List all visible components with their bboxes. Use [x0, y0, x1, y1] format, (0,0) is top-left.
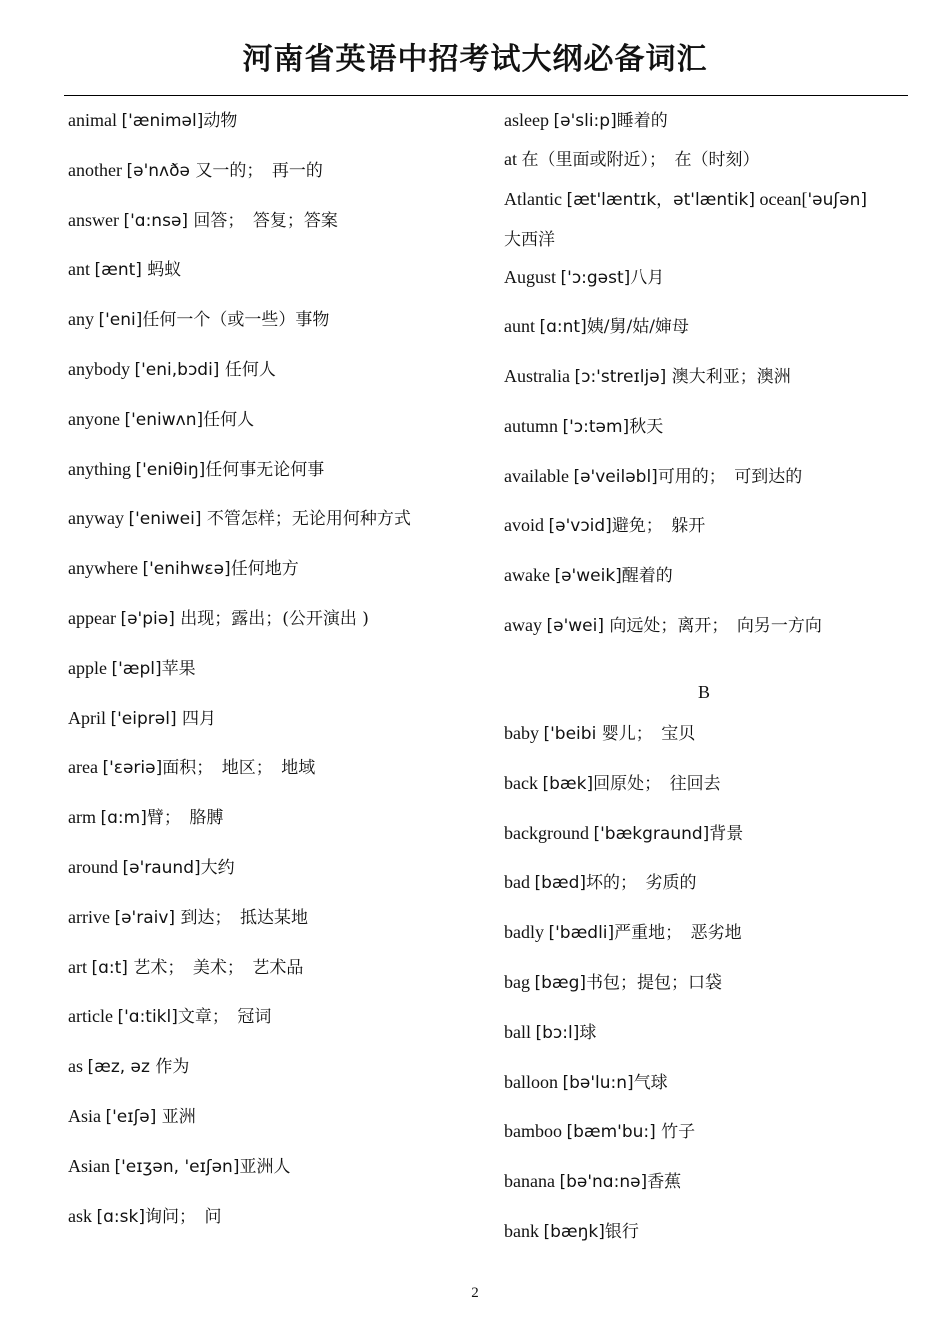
entry-phonetic: [ɑ:sk]	[96, 1206, 145, 1227]
entry-word: art	[68, 956, 87, 977]
entry-meaning: 竹子	[655, 1122, 696, 1143]
entry-meaning: 回原处； 往回去	[593, 773, 721, 794]
entry-word: article	[68, 1006, 113, 1027]
entry-meaning: 球	[579, 1022, 597, 1043]
entry-word: ball	[504, 1021, 531, 1042]
entry-word: available	[504, 466, 569, 486]
entry-phonetic: ['eniθiŋ]	[135, 459, 206, 480]
entry-phonetic: ['eniwei]	[128, 509, 202, 530]
entry-meaning: 蚂蚁	[141, 260, 182, 281]
entry-word: awake	[504, 565, 550, 585]
entry-meaning: 苹果	[161, 658, 196, 679]
entry-phonetic: [bә'nɑ:nә]	[559, 1172, 648, 1193]
vocab-entry	[504, 147, 760, 172]
entry-word: another	[68, 159, 122, 180]
entry-meaning: 秋天	[629, 417, 664, 437]
entry-word: August	[504, 267, 557, 287]
entry-phonetic: [ɑ:nt]	[539, 317, 587, 337]
entry-word: animal	[68, 110, 117, 130]
vocab-entry	[68, 606, 369, 631]
entry-word: aunt	[504, 316, 535, 336]
vocab-entry	[68, 208, 338, 233]
vocab-entry	[504, 1020, 596, 1045]
vocab-entry	[504, 1070, 668, 1095]
entry-word: area	[68, 757, 98, 778]
vocab-entry	[68, 307, 329, 332]
section-heading-b: B	[697, 682, 710, 702]
entry-meaning: 臂； 胳膊	[146, 808, 224, 829]
entry-word: bad	[504, 872, 530, 893]
entry-phonetic-extra: 'әuʃәn]	[807, 190, 867, 210]
entry-phonetic: [ɑ:t]	[91, 957, 128, 978]
vocab-entry	[68, 855, 235, 880]
entry-meaning: 任何事无论何事	[205, 459, 325, 480]
vocab-entry	[504, 265, 664, 290]
entry-meaning: 香蕉	[647, 1172, 682, 1193]
entry-meaning: 任何人	[203, 409, 255, 430]
vocab-entry	[68, 158, 323, 183]
entry-meaning: 任何人	[219, 360, 276, 380]
entry-meaning: 亚洲人	[239, 1156, 291, 1177]
vocab-entry	[504, 613, 822, 638]
entry-phonetic: ['ɑ:nsә]	[123, 210, 189, 231]
page-title: 河南省英语中招考试大纲必备词汇	[242, 42, 708, 77]
entry-phonetic: [ɔ:'streɪljә]	[574, 367, 667, 387]
entry-phonetic: [ænt]	[94, 260, 142, 281]
entry-word: bamboo	[504, 1121, 562, 1142]
entry-meaning: 银行	[604, 1222, 639, 1242]
entry-word: appear	[68, 608, 116, 628]
entry-meaning: 四月	[176, 708, 216, 729]
vocab-entry	[68, 706, 216, 731]
entry-meaning: 向远处；离开； 向另一方向	[603, 616, 822, 636]
entry-meaning: 亚洲	[156, 1107, 196, 1127]
entry-phonetic: [bæk]	[542, 773, 594, 794]
vocab-entry	[68, 1004, 271, 1029]
vocab-entry	[504, 920, 742, 945]
vocab-entry	[504, 1119, 695, 1144]
entry-word: as	[68, 1056, 83, 1077]
entry-phonetic: [ә'piә]	[120, 609, 175, 629]
entry-meaning: 动物	[203, 111, 238, 131]
vocab-entry	[504, 1219, 639, 1244]
vocab-entry	[504, 563, 673, 588]
entry-meaning: 询问； 问	[145, 1206, 222, 1227]
entry-phonetic: ['bækgraund]	[593, 823, 710, 844]
entry-word: April	[68, 707, 106, 728]
entry-phonetic: ['eniwʌn]	[124, 409, 204, 430]
entry-phonetic: [ә'nʌðә	[126, 160, 190, 181]
vocab-entry	[504, 721, 695, 746]
entry-word: arm	[68, 807, 96, 828]
entry-phonetic: ['beibi	[543, 724, 597, 744]
entry-phonetic: ['ɑ:tikl]	[117, 1007, 178, 1028]
entry-phonetic: [ә'raiv]	[114, 907, 176, 928]
entry-phonetic: ['ɔ:tәm]	[562, 417, 630, 437]
vocab-entry	[504, 821, 743, 846]
entry-meaning: 文章； 冠词	[177, 1007, 272, 1028]
entry-word: away	[504, 615, 542, 635]
entry-word: any	[68, 309, 94, 330]
vocab-entry	[68, 955, 303, 980]
vocab-entry	[68, 556, 299, 581]
entry-meaning: 艺术； 美术； 艺术品	[127, 957, 304, 978]
entry-phonetic: [ɑ:m]	[100, 808, 147, 829]
vocab-entry	[504, 771, 721, 796]
entry-phonetic: [ә'raund]	[122, 858, 201, 878]
entry-phonetic: ['enihwεә]	[142, 559, 231, 580]
vocab-entry	[504, 513, 705, 538]
entry-word: answer	[68, 209, 119, 230]
title-divider	[64, 95, 908, 96]
entry-word: at	[504, 149, 517, 169]
entry-word: back	[504, 772, 538, 793]
vocab-entry	[68, 1054, 189, 1079]
entry-word: apple	[68, 657, 107, 678]
entry-word: badly	[504, 922, 544, 943]
vocab-entry	[68, 1204, 222, 1229]
vocab-entry	[68, 1154, 290, 1179]
entry-word: ant	[68, 259, 90, 280]
vocab-entry	[68, 905, 308, 930]
entry-phonetic: [æt'læntɪk，әt'læntik]	[566, 190, 756, 210]
vocab-entry	[504, 1169, 681, 1194]
entry-word: balloon	[504, 1071, 558, 1092]
entry-word: baby	[504, 723, 539, 743]
entry-phonetic: ['eɪʃә]	[105, 1107, 157, 1127]
entry-meaning: 避免； 躲开	[611, 516, 706, 536]
entry-meaning: 八月	[630, 268, 665, 288]
entry-word: around	[68, 857, 118, 877]
entry-word: background	[504, 822, 589, 843]
entry-meaning: 姨/舅/姑/婶母	[586, 317, 689, 337]
entry-meaning-extra: 大西洋	[504, 230, 555, 250]
entry-word: arrive	[68, 906, 110, 927]
entry-word-extra: ocean[	[755, 189, 808, 209]
vocab-entry	[68, 805, 223, 830]
vocab-entry	[504, 364, 791, 389]
entry-phonetic: ['eni,bɔdi]	[134, 360, 220, 380]
entry-phonetic: [ә'veilәbl]	[573, 467, 658, 487]
entry-phonetic: [bɔ:l]	[535, 1022, 580, 1043]
entry-phonetic: [ә'vɔid]	[548, 516, 612, 536]
entry-meaning: 面积； 地区； 地域	[162, 758, 316, 779]
entry-word: ask	[68, 1205, 92, 1226]
entry-meaning: 到达； 抵达某地	[175, 907, 308, 928]
entry-meaning: 不管怎样；无论用何种方式	[201, 509, 411, 530]
vocab-entry	[68, 506, 411, 531]
entry-meaning: 气球	[633, 1072, 668, 1093]
entry-meaning: 任何一个（或一些）事物	[142, 310, 330, 331]
entry-meaning: 婴儿； 宝贝	[596, 724, 696, 744]
entry-meaning: 在（里面或附近）； 在（时刻）	[521, 150, 760, 170]
entry-phonetic: ['æpl]	[111, 658, 162, 679]
entry-meaning: 出现；露出；(公开演出 )	[174, 609, 369, 629]
vocab-entry	[68, 457, 324, 482]
vocab-entry	[504, 414, 663, 439]
vocab-entry	[504, 464, 802, 489]
entry-meaning: 作为	[149, 1057, 190, 1078]
vocab-entry	[68, 257, 181, 282]
entry-meaning: 又一的； 再一的	[189, 160, 323, 181]
entry-phonetic: [ә'wei]	[546, 616, 604, 636]
entry-word: autumn	[504, 416, 558, 436]
entry-meaning: 澳大利亚；澳洲	[666, 367, 791, 387]
vocab-entry	[504, 870, 697, 895]
vocab-entry	[68, 108, 237, 133]
entry-meaning: 醒着的	[621, 566, 673, 586]
entry-meaning: 可用的； 可到达的	[657, 467, 803, 487]
entry-phonetic: [bә'lu:n]	[562, 1072, 634, 1093]
entry-meaning: 任何地方	[230, 559, 299, 580]
entry-phonetic: [bæg]	[534, 973, 587, 993]
entry-phonetic: ['bædli]	[548, 923, 615, 944]
entry-phonetic: [ә'sli:p]	[553, 111, 617, 131]
entry-phonetic: [bæm'bu:]	[566, 1122, 656, 1143]
entry-phonetic: ['ɔ:gәst]	[560, 268, 631, 288]
entry-phonetic: [æz, әz	[87, 1057, 150, 1078]
page-number: 2	[471, 1285, 479, 1301]
entry-meaning: 严重地； 恶劣地	[614, 923, 742, 944]
entry-word: banana	[504, 1171, 555, 1192]
entry-word: anyway	[68, 508, 124, 529]
entry-word: anyone	[68, 408, 120, 429]
entry-phonetic: ['εәriә]	[102, 758, 163, 779]
entry-word: anybody	[68, 359, 130, 379]
entry-word: avoid	[504, 515, 544, 535]
entry-phonetic: ['eɪʒәn, 'eɪʃәn]	[114, 1156, 240, 1177]
entry-phonetic: ['eni]	[98, 310, 143, 331]
entry-phonetic: [ә'weik]	[554, 566, 622, 586]
vocab-entry	[68, 407, 254, 432]
vocab-entry	[504, 970, 722, 995]
entry-phonetic: [bæŋk]	[543, 1222, 605, 1242]
entry-phonetic: ['eiprәl]	[110, 708, 177, 729]
entry-phonetic: [bæd]	[534, 873, 587, 894]
entry-word: asleep	[504, 110, 549, 130]
entry-meaning: 背景	[709, 823, 744, 844]
entry-word: Australia	[504, 366, 570, 386]
entry-word: bag	[504, 972, 530, 992]
entry-phonetic: ['ænimәl]	[121, 111, 204, 131]
vocab-entry	[68, 656, 196, 681]
entry-meaning: 书包；提包；口袋	[586, 973, 723, 993]
entry-word: Asia	[68, 1106, 101, 1126]
entry-meaning: 大约	[200, 858, 235, 878]
vocab-entry	[504, 314, 689, 339]
vocab-entry	[504, 180, 908, 260]
vocab-entry	[68, 755, 315, 780]
entry-word: anything	[68, 458, 131, 479]
entry-meaning: 坏的； 劣质的	[586, 873, 697, 894]
vocab-entry	[68, 1104, 196, 1129]
entry-word: Asian	[68, 1155, 110, 1176]
entry-meaning: 回答； 答复；答案	[188, 210, 338, 231]
entry-word: bank	[504, 1221, 539, 1241]
vocab-entry	[68, 357, 276, 382]
entry-meaning: 睡着的	[616, 111, 668, 131]
vocab-entry	[504, 108, 668, 133]
entry-word: Atlantic	[504, 189, 562, 209]
entry-word: anywhere	[68, 558, 138, 579]
